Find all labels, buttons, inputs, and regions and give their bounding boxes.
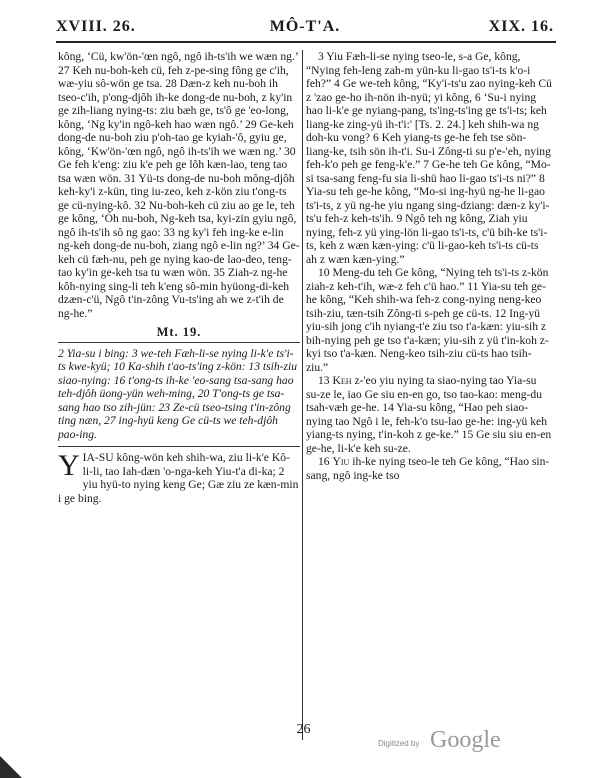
header-title: MÔ-T'A.	[269, 18, 341, 35]
right-column	[306, 50, 552, 482]
running-header	[56, 18, 554, 40]
header-rule	[56, 41, 556, 43]
chapter-rule	[58, 342, 300, 343]
verse-13-capital: Keh	[332, 374, 352, 387]
verse-13-text: z-'eo yiu nying ta siao-nying tao Yia-su su-ze le, iao Ge siu en-en go, tso tao-kao: meng-du tsah-væh ge-he. 14 Yia-su kông, “Hao peh siao-nying tao Ngô i le, feh-k'o tsu-lao ge-he: ing-yü keh yiang-ts nying, t'in-koh z ge-ke.” 15 Ge siu siu en-en ge-he, li-k'e keh su-ze.	[306, 374, 552, 455]
page-number: 26	[296, 722, 311, 737]
page-corner-shadow-icon	[0, 738, 40, 778]
paragraph-verse-10: 10 Meng-du teh Ge kông, “Nying teh ts'i-ts z-kön ziah-z keh-t'ih, wæ-z feh c'ü hao.” 11 Yia-su teh ge-he kông, “Keh shih-wa feh-z cong-nying neng-keo tsih-ziu, tæn-tsih Zông-ti s-peh ge cü-ts. 12 Ing-yü yiu-sih jong c'ih nyiang-t'e ziu tso t'a-kæn: yiu-sih z bih-nying peh ge tso t'a-kæn; yiu-sih z yü t'in-koh z-kyi tso t'a-kæn. Neng-keo tsih-ziu cü-ts hao tsih-ziu.”	[306, 266, 549, 374]
google-logo: Google	[430, 727, 501, 753]
paragraph-verse-3: 3 Yiu Fæh-li-se nying tseo-le, s-a Ge, kông, “Nying feh-leng zah-m yün-ku li-gao ts'i-ts k'o-i feh?” 4 Ge we-teh kông, “Ky'i-ts'u zao nying-keh Cü z 'zao ge-ho ih-nön ih-nyü; yi kông, 6 ‘Su-i nying hao li-k'e ge nyiang-pang, ts'ing-ts'ing ge ts'i-ts; keh liang-ke zing-yü ih-t'i:' [Ts. 2. 24.] keh shih-wa ng doh-ku vong? 6 Keh yiang-ts ge-he feh tse sön-liang-ke, tsih sön ih-t'i. Su-i Zông-ti su p'e-'eh, nying feh-k'o peh ge feng-k'e.” 7 Ge-he teh Ge kông, “Mo-si tsa-sang feng-fu sia li-shü hao li-gao ts'i-ts ni?” 8 Yia-su teh ge-he kông, “Mo-si ing-hyü ng-he li-gao ts'i-ts, z yü ng-he yiu ngang sing-dziang: dæn-z ky'i-ts'u feh-z keh-ts'ih. 9 Ngô teh ng kông, Ziah yiu nying, feh-z yü ying-lön li-gao ts'i-ts, c'ü bih-ke ts'i-ts, keh z wæn kæn-ying: c'ü li-gao-keh ts'i-ts cü-ts ah z wæn kæn-ying.”	[306, 50, 552, 266]
digitized-by-label: Digitized by	[378, 739, 420, 748]
continuation-paragraph: kông, ‘Cü, kw'ön-'œn ngô, ngô ih-ts'ih we wæn ng.’ 27 Keh nu-boh-keh cü, feh z-pe-sing fông ge c'ih, wæ-yiu sô-wön ge tsa. 28 Dæn-z keh nu-boh ih tseo-c'ih, p'ong-djôh ih-ke dong-de nu-boh, z ky'in ge zih-liang nying-ts: ziu bæh ge, ts'ô ge 'eo-long, kông, ‘Ng ky'in ngô-keh hao wæn ngô.’ 29 Ge-keh dong-de nu-boh ziu p'oh-tao ge kyiah-'ô, gyiu ge, kông, ‘Kw'ön-'œn ngô, ngô ih-ts'ih we wæn ng.’ 30 Ge feh k'eng: ziu k'e peh ge lôh kæn-lao, teng tao tsa wæn wön. 31 Yü-ts dong-de nu-boh mông-djôh keh-ky'i z-kün, ting iu-zeo, keh z-kön ziu t'ong-ts ge cü-nying-kô. 32 Nu-boh-keh cü ziu ao ge le, teh ge kông, ‘Óh nu-boh, Ng-keh tsa, kyi-zin gyiu ngô, ngô ih-ts'ih sô ng gao: 33 ng ky'i feh ing-ke e-lin ng-keh dong-de nu-boh, ziang ngô e-lin ng?’ 34 Ge-keh cü fæh-nu, peh ge nying kao-de lao-deo, teng-tao ky'in ge-keh tsa tu wæn wön. 35 Ziah-z ng-he kôh-nying sing-li teh k'eng sô-min hyüong-di-keh dzæn-c'ü, Ngô t'in-zông Vu-ts'ing ah we z-t'ih de ng-he.”	[58, 50, 300, 320]
opening-paragraph	[58, 451, 300, 505]
paragraph-verse-13: 13 Keh z-'eo yiu nying ta siao-nying tao Yia-su su-ze le, iao Ge siu en-en go, tso tao-kao: meng-du tsah-væh ge-he. 14 Yia-su kông, “Hao peh siao-nying tao Ngô i le, feh-k'o tsu-lao ge-he: ing-yü keh yiang-ts nying, t'in-koh z ge-ke.” 15 Ge siu siu en-en ge-he, li-k'e keh su-ze.	[306, 374, 552, 455]
column-divider	[302, 50, 303, 740]
opening-text: IA-SU kông-wön keh shih-wa, ziu li-k'e Kô-li-li, tao Iah-dæn 'o-nga-keh Yiu-t'a di-ka; 2 yiu hyü-to nying keng Ge; Gæ ziu ze kæn-min i ge bing.	[58, 451, 299, 505]
chapter-heading: Mt. 19.	[156, 325, 202, 339]
summary-rule	[58, 446, 300, 447]
paragraph-verse-16: 16 Yiu ih-ke nying tseo-le teh Ge kông, “Hao sin-sang, ngô ing-ke tso	[306, 455, 550, 482]
drop-cap: Y	[58, 449, 80, 482]
left-column	[58, 50, 300, 505]
header-left-reference: XVIII. 26.	[56, 18, 136, 35]
verse-16-text: ih-ke nying tseo-le teh Ge kông, “Hao sin-sang, ngô ing-ke tso	[306, 455, 550, 482]
header-right-reference: XIX. 16.	[488, 18, 554, 35]
chapter-summary: 2 Yia-su i bing: 3 we-teh Fæh-li-se nying li-k'e ts'i-ts kwe-kyü; 10 Ka-shih t'ao-ts'ing z-kön: 13 tsih-ziu siao-nying: 16 t'ong-ts ih-ke 'eo-sang tsa-sang hao teh-djôh üong-yün weh-ming, 20 T'ong-ts ge tsa-sang hao tso zih-jün: 23 Ze-cü tseo-tsing t'in-zông ting næn, 27 ing-hyü keng Ge cü-ts we teh-djôh pao-ing.	[58, 346, 298, 441]
verse-16-capital: Yiu	[332, 455, 350, 468]
